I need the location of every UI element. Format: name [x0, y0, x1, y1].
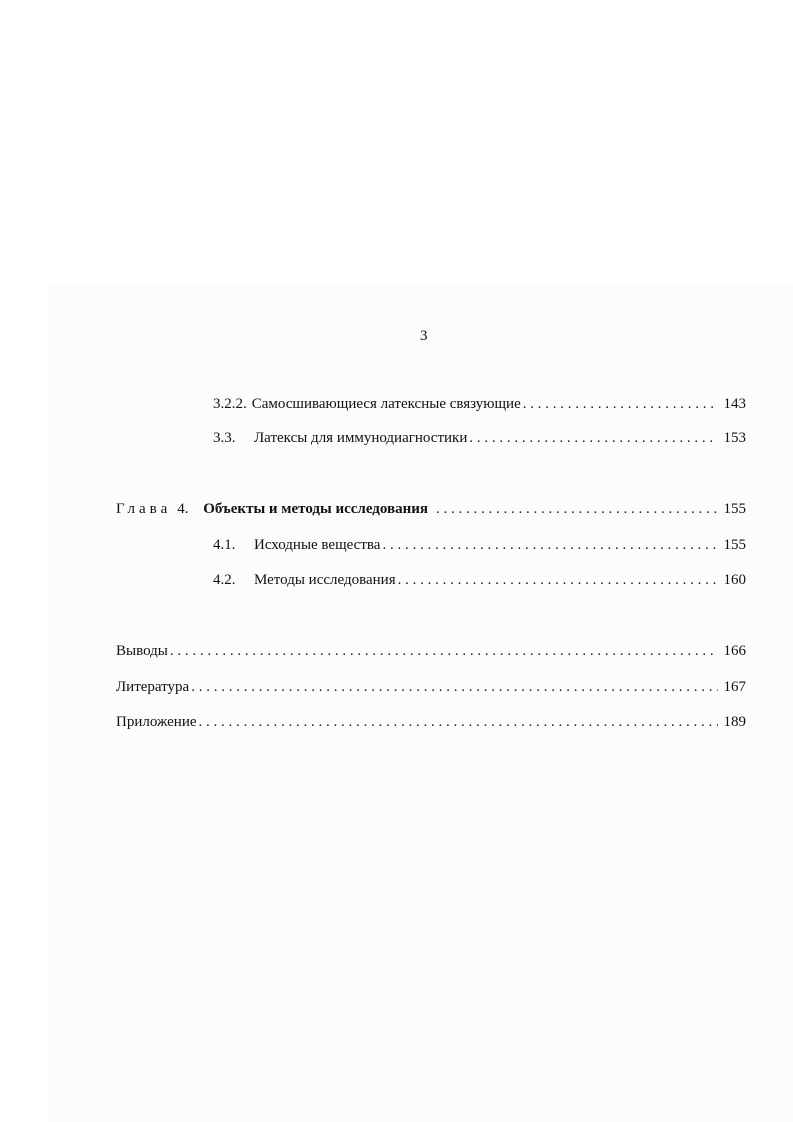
toc-leader-dots — [398, 570, 718, 590]
toc-leader-dots — [382, 535, 718, 555]
toc-entry-literature — [116, 677, 746, 697]
toc-leader-dots — [199, 712, 718, 732]
chapter-label: Глава — [116, 501, 172, 517]
toc-entry-page: 160 — [723, 572, 746, 588]
toc-entry-number: 4.2. — [213, 572, 236, 588]
toc-entry-3-3 — [213, 428, 746, 448]
toc-entry-number: 3.2.2. — [213, 396, 247, 412]
toc-entry-number: 3.3. — [213, 430, 236, 446]
toc-entry-appendix — [116, 712, 746, 732]
toc-entry-page: 167 — [723, 679, 746, 695]
toc-entry-title: Выводы — [116, 643, 168, 659]
toc-entry-conclusions — [116, 641, 746, 661]
toc-entry-3-2-2 — [213, 394, 746, 414]
toc-leader-dots — [469, 428, 718, 448]
toc-leader-dots — [523, 394, 718, 414]
toc-leader-dots — [191, 677, 718, 697]
toc-entry-title: Объекты и методы исследования — [203, 501, 429, 517]
toc-entry-title: Литература — [116, 679, 190, 695]
toc-entry-page: 155 — [723, 501, 746, 517]
toc-entry-title: Самосшивающиеся латексные связующие — [251, 396, 521, 412]
toc-entry-page: 189 — [723, 714, 746, 730]
toc-entry-title: Латексы для иммунодиагностики — [254, 430, 468, 446]
toc-entry-page: 143 — [723, 396, 746, 412]
toc-entry-number: 4.1. — [213, 537, 236, 553]
toc-entry-page: 166 — [723, 643, 746, 659]
toc-entry-page: 153 — [723, 430, 746, 446]
toc-entry-chapter-4 — [116, 499, 746, 519]
toc-entry-title: Приложение — [116, 714, 197, 730]
chapter-number: 4. — [177, 501, 189, 517]
toc-entry-page: 155 — [723, 537, 746, 553]
toc-entry-title: Исходные вещества — [254, 537, 381, 553]
toc-leader-dots — [436, 499, 718, 519]
toc-entry-4-2 — [213, 570, 746, 590]
toc-entry-4-1 — [213, 535, 746, 555]
toc-entry-title: Методы исследования — [254, 572, 396, 588]
toc-leader-dots — [170, 641, 718, 661]
page-number: 3 — [420, 328, 428, 344]
